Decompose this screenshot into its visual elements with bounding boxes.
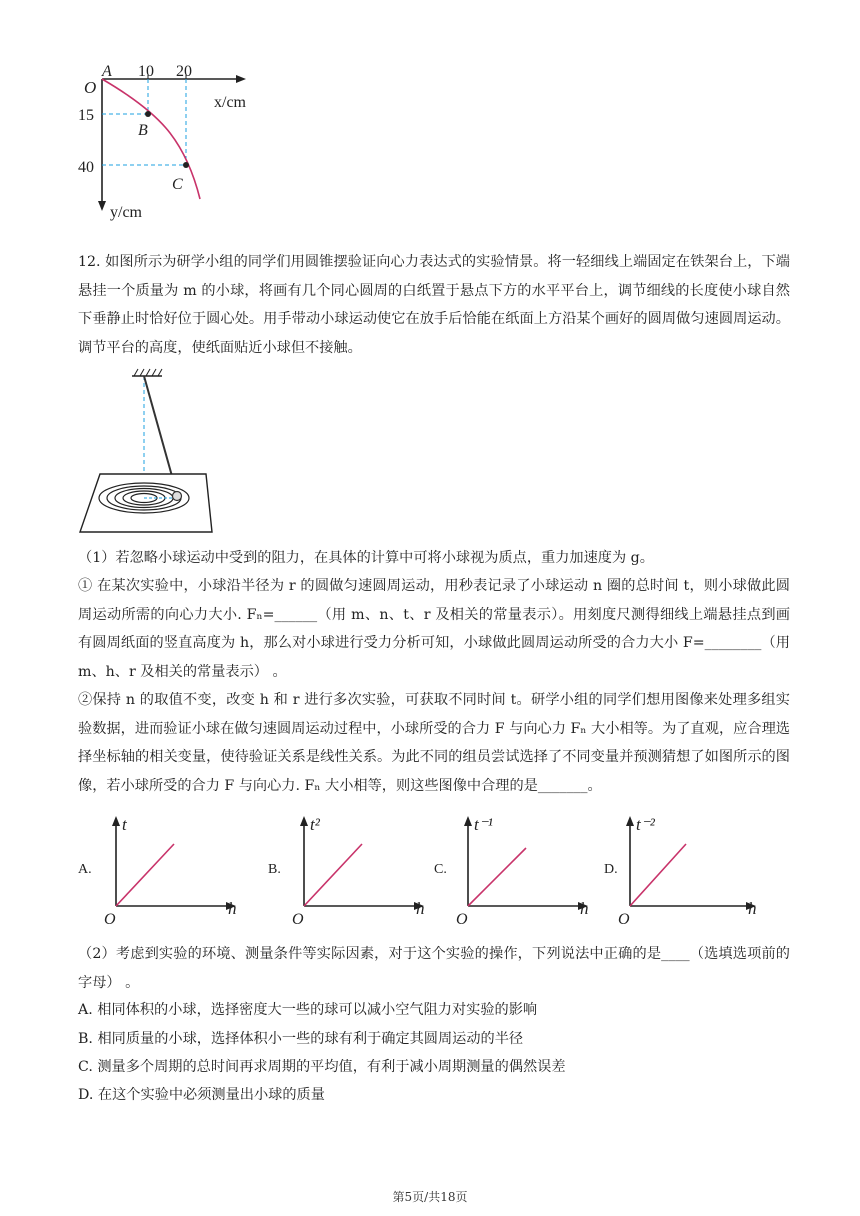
graph-d	[610, 810, 770, 930]
graph-d-line	[630, 844, 686, 906]
point-a-label: A	[102, 63, 112, 80]
option-c: C. 测量多个周期的总时间再求周期的平均值，有利于减小周期测量的偶然误差	[78, 1059, 566, 1075]
part2-intro: （2）考虑到实验的环境、测量条件等实际因素，对于这个实验的操作，下列说法中正确的是____（选填选项前的字母） 。	[78, 946, 790, 991]
option-a: A. 相同体积的小球，选择密度大一些的球可以减小空气阻力对实验的影响	[78, 1002, 538, 1018]
point-c-dot	[183, 162, 189, 168]
y-tick-15: 15	[78, 107, 94, 124]
graph-a-line	[116, 844, 174, 906]
x-tick-10: 10	[138, 63, 154, 80]
pendulum-ball	[173, 492, 182, 501]
graph-b-origin: O	[292, 911, 304, 928]
graph-b-y-label: t²	[310, 815, 320, 834]
option-d: D. 在这个实验中必须测量出小球的质量	[78, 1087, 325, 1103]
y-axis-arrow	[98, 201, 106, 211]
graph-b-x-label: h	[416, 899, 425, 918]
choice-c-label: C.	[434, 862, 447, 877]
x-tick-20: 20	[176, 63, 192, 80]
conical-pendulum-figure	[76, 366, 216, 536]
graph-d-x-label: h	[748, 899, 757, 918]
y-axis-label: y/cm	[110, 204, 142, 221]
graph-b-line	[304, 844, 362, 906]
y-tick-40: 40	[78, 159, 94, 176]
part1-item1: ① 在某次实验中，小球沿半径为 r 的圆做匀速圆周运动，用秒表记录了小球运动 n 圈的总时间 t，则小球做此圆周运动所需的向心力大小. Fₙ=______（用 m、n、t、r 及相关的常量表示）。用刻度尺测得细线上端悬挂点到画有圆周纸面的竖直高度为 h，那么对小球进行受力分析可知，小球做此圆周运动所受的合力大小 F=________（用 m、h、r 及相关的常量表示） 。	[78, 578, 790, 680]
page-footer: 第5页/共18页	[392, 1190, 468, 1204]
graph-d-y-label: t⁻²	[636, 815, 655, 834]
choice-d-label: D.	[604, 862, 618, 877]
graph-a-y-label: t	[122, 815, 127, 834]
x-axis-label: x/cm	[214, 94, 246, 111]
x-axis-arrow	[236, 75, 246, 83]
graph-c-origin: O	[456, 911, 468, 928]
graph-a	[96, 810, 246, 930]
graph-c	[448, 810, 598, 930]
point-c-label: C	[172, 176, 183, 193]
graph-c-line	[468, 848, 526, 906]
part1-intro: （1）若忽略小球运动中受到的阻力，在具体的计算中可将小球视为质点，重力加速度为 g。	[78, 550, 654, 566]
question-12-intro: 12. 如图所示为研学小组的同学们用圆锥摆验证向心力表达式的实验情景。将一轻细线上端固定在铁架台上，下端悬挂一个质量为 m 的小球，将画有几个同心圆周的白纸置于悬点下方的水平平台上，调节细线的长度使小球自然下垂静止时恰好位于圆心处。用手带动小球运动使它在放手后恰能在纸面上方沿某个画好的圆周做匀速圆周运动。调节平台的高度，使纸面贴近小球但不接触。	[78, 254, 790, 356]
graph-d-origin: O	[618, 911, 630, 928]
graph-a-x-label: h	[228, 899, 237, 918]
origin-label: O	[84, 78, 97, 97]
trajectory-figure	[70, 55, 290, 225]
point-b-label: B	[138, 122, 148, 139]
point-b-dot	[145, 111, 151, 117]
graph-a-origin: O	[104, 911, 116, 928]
choice-a-label: A.	[78, 862, 92, 877]
option-b: B. 相同质量的小球，选择体积小一些的球有利于确定其圆周运动的半径	[78, 1031, 524, 1047]
graph-c-y-label: t⁻¹	[474, 815, 493, 834]
choice-b-label: B.	[268, 862, 281, 877]
graph-c-x-label: h	[580, 899, 589, 918]
part1-item2: ②保持 n 的取值不变，改变 h 和 r 进行多次实验，可获取不同时间 t。研学小组的同学们想用图像来处理多组实验数据，进而验证小球在做匀速圆周运动过程中，小球所受的合力 F 与向心力 Fₙ 大小相等。为了直观，应合理选择坐标轴的相关变量，使待验证关系是线性关系。为此不同的组员尝试选择了不同变量并预测猜想了如图所示的图像，若小球所受的合力 F 与向心力. Fₙ 大小相等，则这些图像中合理的是_______。	[78, 692, 790, 794]
graph-b	[284, 810, 434, 930]
trajectory-curve	[102, 79, 200, 199]
